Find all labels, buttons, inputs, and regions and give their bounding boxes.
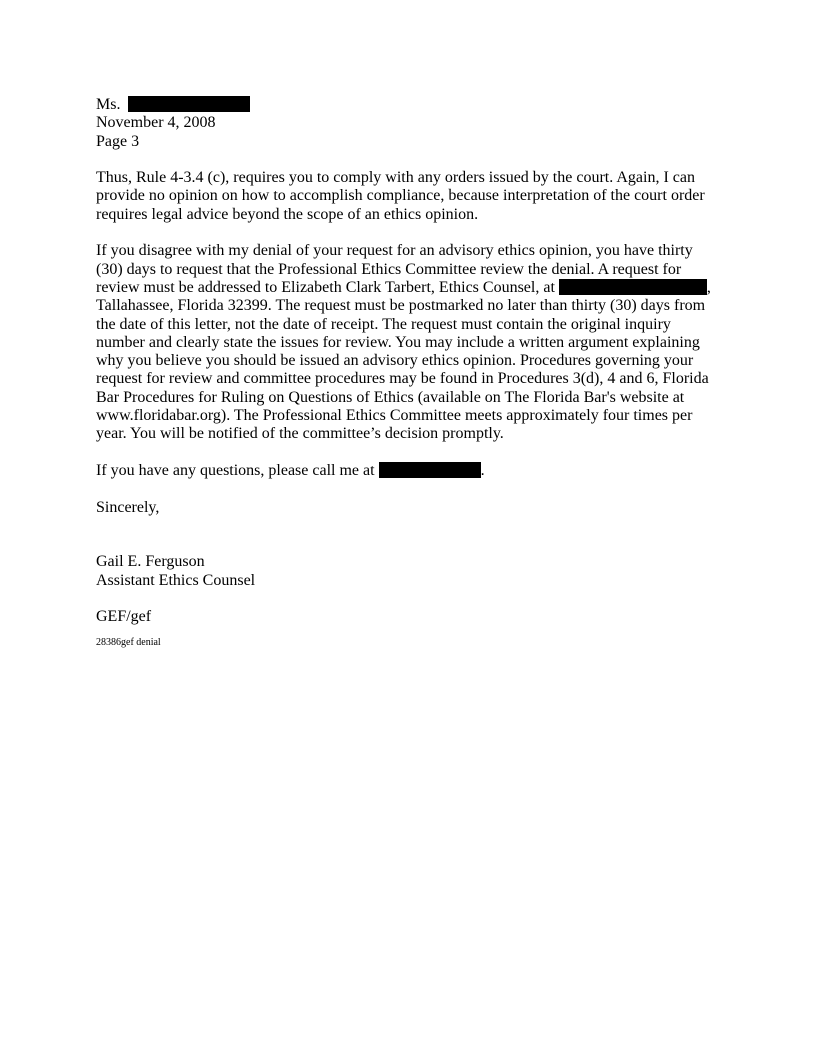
- paragraph-line: www.floridabar.org). The Professional Ethics Committee meets approximately four times per: [96, 407, 693, 425]
- page-number: Page 3: [96, 132, 140, 150]
- address-comma: ,: [706, 278, 711, 296]
- paragraph-line: request for review and committee procedures may be found in Procedures 3(d), 4 and 6, Florida: [96, 370, 709, 388]
- salutation-prefix: Ms.: [96, 96, 121, 113]
- paragraph-line: provide no opinion on how to accomplish compliance, because interpretation of the court order: [96, 187, 705, 205]
- signature-title: Assistant Ethics Counsel: [96, 571, 256, 589]
- redacted-phone: [379, 462, 481, 478]
- paragraph-2: [96, 242, 716, 443]
- closing: Sincerely,: [96, 498, 160, 516]
- paragraph-line: Tallahassee, Florida 32399. The request must be postmarked no later than thirty (30) days from: [96, 297, 706, 315]
- file-reference: 28386gef denial: [96, 636, 161, 648]
- letter-date: November 4, 2008: [96, 114, 216, 132]
- phone-intro: If you have any questions, please call me at: [96, 461, 379, 479]
- salutation: [96, 96, 716, 114]
- address-intro: review must be addressed to Elizabeth Clark Tarbert, Ethics Counsel, at: [96, 278, 559, 296]
- paragraph-line: Bar Procedures for Ruling on Questions of Ethics (available on The Florida Bar's website at: [96, 388, 685, 406]
- paragraph-line: (30) days to request that the Professional Ethics Committee review the denial. A request for: [96, 260, 682, 278]
- signature-name: Gail E. Ferguson: [96, 553, 205, 571]
- paragraph-line: year. You will be notified of the committee’s decision promptly.: [96, 425, 504, 443]
- redacted-name: [128, 96, 250, 112]
- paragraph-line: [96, 279, 716, 297]
- phone-period: .: [480, 461, 485, 479]
- paragraph-line: why you believe you should be issued an advisory ethics opinion. Procedures governing your: [96, 352, 694, 370]
- paragraph-line: the date of this letter, not the date of receipt. The request must contain the original inquiry: [96, 315, 671, 333]
- letter-page: [96, 96, 716, 655]
- paragraph-3: [96, 462, 716, 480]
- redacted-address: [559, 279, 707, 295]
- initials: GEF/gef: [96, 608, 152, 626]
- paragraph-line: If you disagree with my denial of your request for an advisory ethics opinion, you have thirty: [96, 242, 693, 260]
- paragraph-line: requires legal advice beyond the scope of an ethics opinion.: [96, 205, 479, 223]
- paragraph-1: [96, 169, 716, 224]
- paragraph-line: number and clearly state the issues for review. You may include a written argument explaining: [96, 333, 700, 351]
- paragraph-line: Thus, Rule 4-3.4 (c), requires you to comply with any orders issued by the court. Again, I can: [96, 169, 695, 187]
